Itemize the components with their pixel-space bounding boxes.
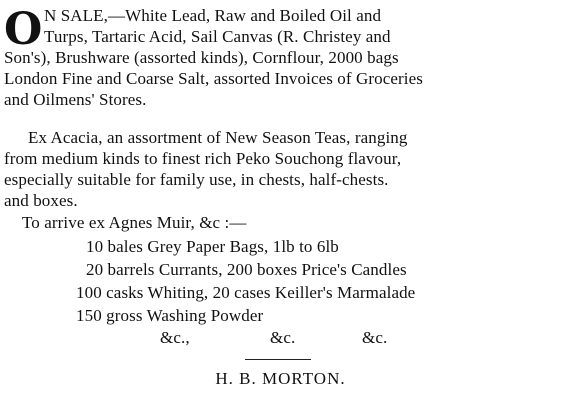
divider-rule	[245, 359, 311, 360]
on-sale-line-3: Son's), Brushware (assorted kinds), Cornflour, 2000 bags	[4, 48, 399, 67]
etc-1: &c.,	[160, 328, 190, 347]
acacia-line-2: from medium kinds to finest rich Peko Souchong flavour,	[4, 149, 402, 168]
on-sale-line-4: London Fine and Coarse Salt, assorted Invoices of Groceries	[4, 69, 423, 88]
arrive-item-2: 20 barrels Currants, 200 boxes Price's Candles	[86, 260, 407, 279]
on-sale-line-2: Turps, Tartaric Acid, Sail Canvas (R. Christey and	[44, 27, 391, 46]
acacia-line-4: and boxes.	[4, 191, 78, 210]
arrive-heading: To arrive ex Agnes Muir, &c :—	[22, 213, 247, 232]
on-sale-line-1: N SALE,—White Lead, Raw and Boiled Oil and	[44, 6, 382, 25]
acacia-line-3: especially suitable for family use, in chests, half-chests.	[4, 170, 389, 189]
signature: H. B. MORTON.	[215, 369, 346, 388]
on-sale-line-5: and Oilmens' Stores.	[4, 90, 147, 109]
etc-3: &c.	[362, 328, 388, 347]
arrive-item-1: 10 bales Grey Paper Bags, 1lb to 6lb	[86, 237, 339, 256]
arrive-item-3: 100 casks Whiting, 20 cases Keiller's Marmalade	[76, 283, 416, 302]
etc-2: &c.	[270, 328, 296, 347]
drop-cap: O	[4, 4, 43, 55]
acacia-line-1: Ex Acacia, an assortment of New Season Teas, ranging	[28, 128, 408, 147]
arrive-item-4: 150 gross Washing Powder	[76, 306, 264, 325]
